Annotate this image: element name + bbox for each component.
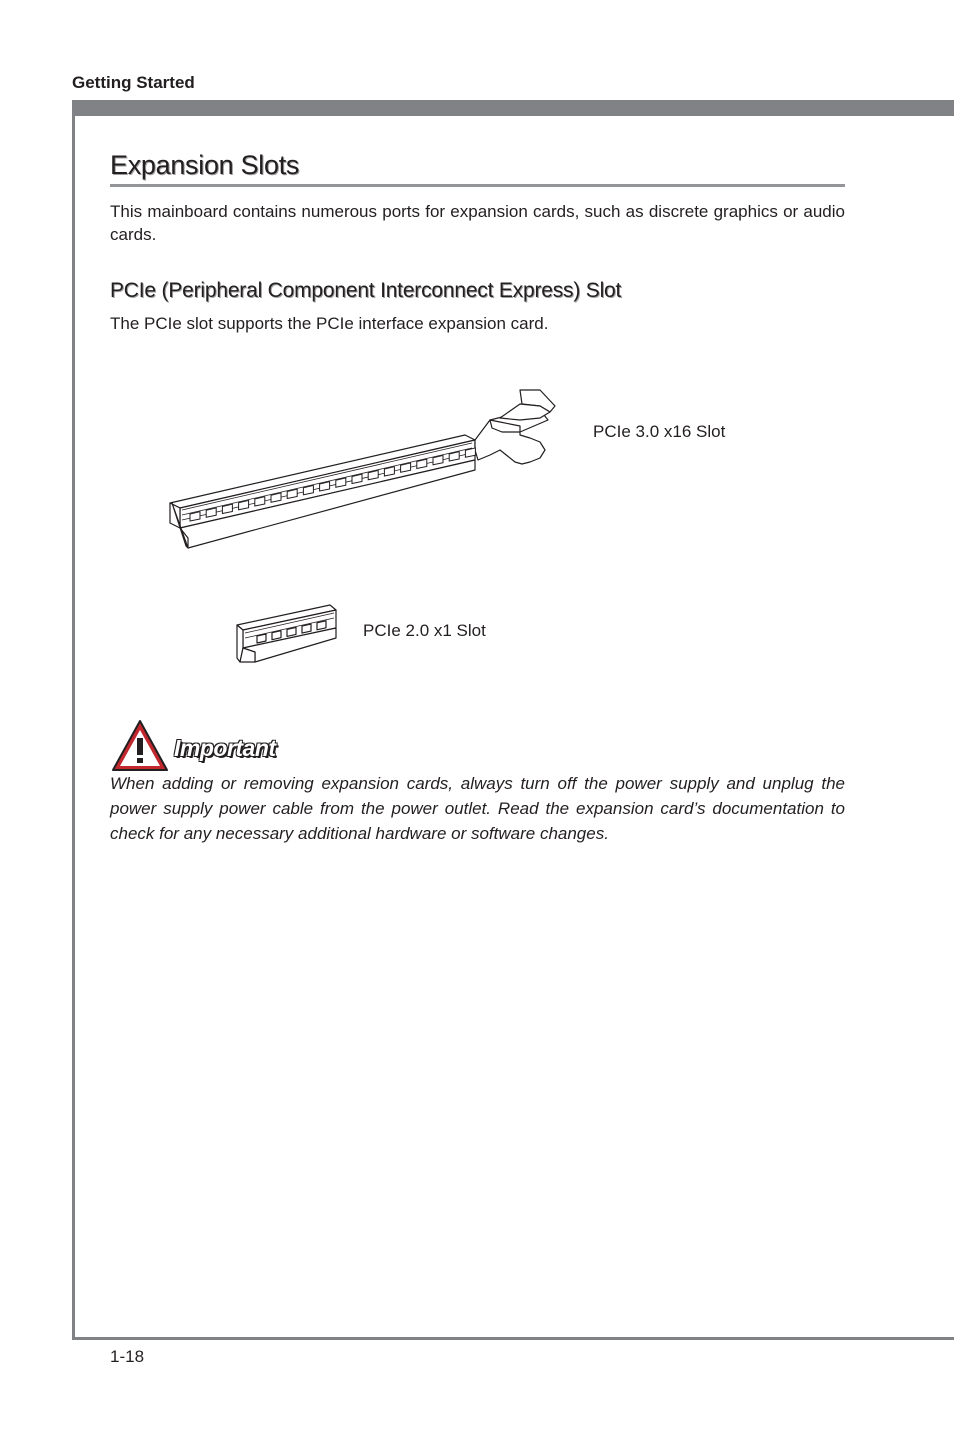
pcie-description: The PCIe slot supports the PCIe interface expansion card. (110, 314, 549, 333)
slot-tooth (272, 631, 281, 640)
pcie-x16-label: PCIe 3.0 x16 Slot (593, 422, 726, 441)
pcie-heading: PCIe (Peripheral Component Interconnect Express) Slot (110, 279, 622, 302)
section-header: Getting Started (72, 73, 195, 92)
important-text: When adding or removing expansion cards, always turn off the power supply and unplug the power supply power cable from the power outlet. Read the expansion card’s documentation to check for any necessary additional hardware or software changes. (110, 774, 845, 843)
important-title: Important (174, 735, 276, 761)
page-title: Expansion Slots (110, 150, 300, 180)
slot-tooth (302, 624, 311, 633)
footer-rule (72, 1337, 954, 1340)
warning-triangle-icon (110, 718, 170, 774)
intro-paragraph: This mainboard contains numerous ports for expansion cards, such as discrete graphics or audio cards. (110, 202, 845, 244)
title-underline (110, 184, 845, 187)
pcie-x16-slot-illustration (170, 390, 555, 548)
left-margin-rule (72, 100, 75, 1340)
slot-tooth (287, 627, 296, 636)
pcie-x1-slot-illustration (237, 605, 336, 662)
slot-tooth (317, 621, 326, 630)
pcie-x1-label: PCIe 2.0 x1 Slot (363, 621, 486, 640)
header-bar (72, 100, 954, 116)
page-number: 1-18 (110, 1347, 145, 1366)
